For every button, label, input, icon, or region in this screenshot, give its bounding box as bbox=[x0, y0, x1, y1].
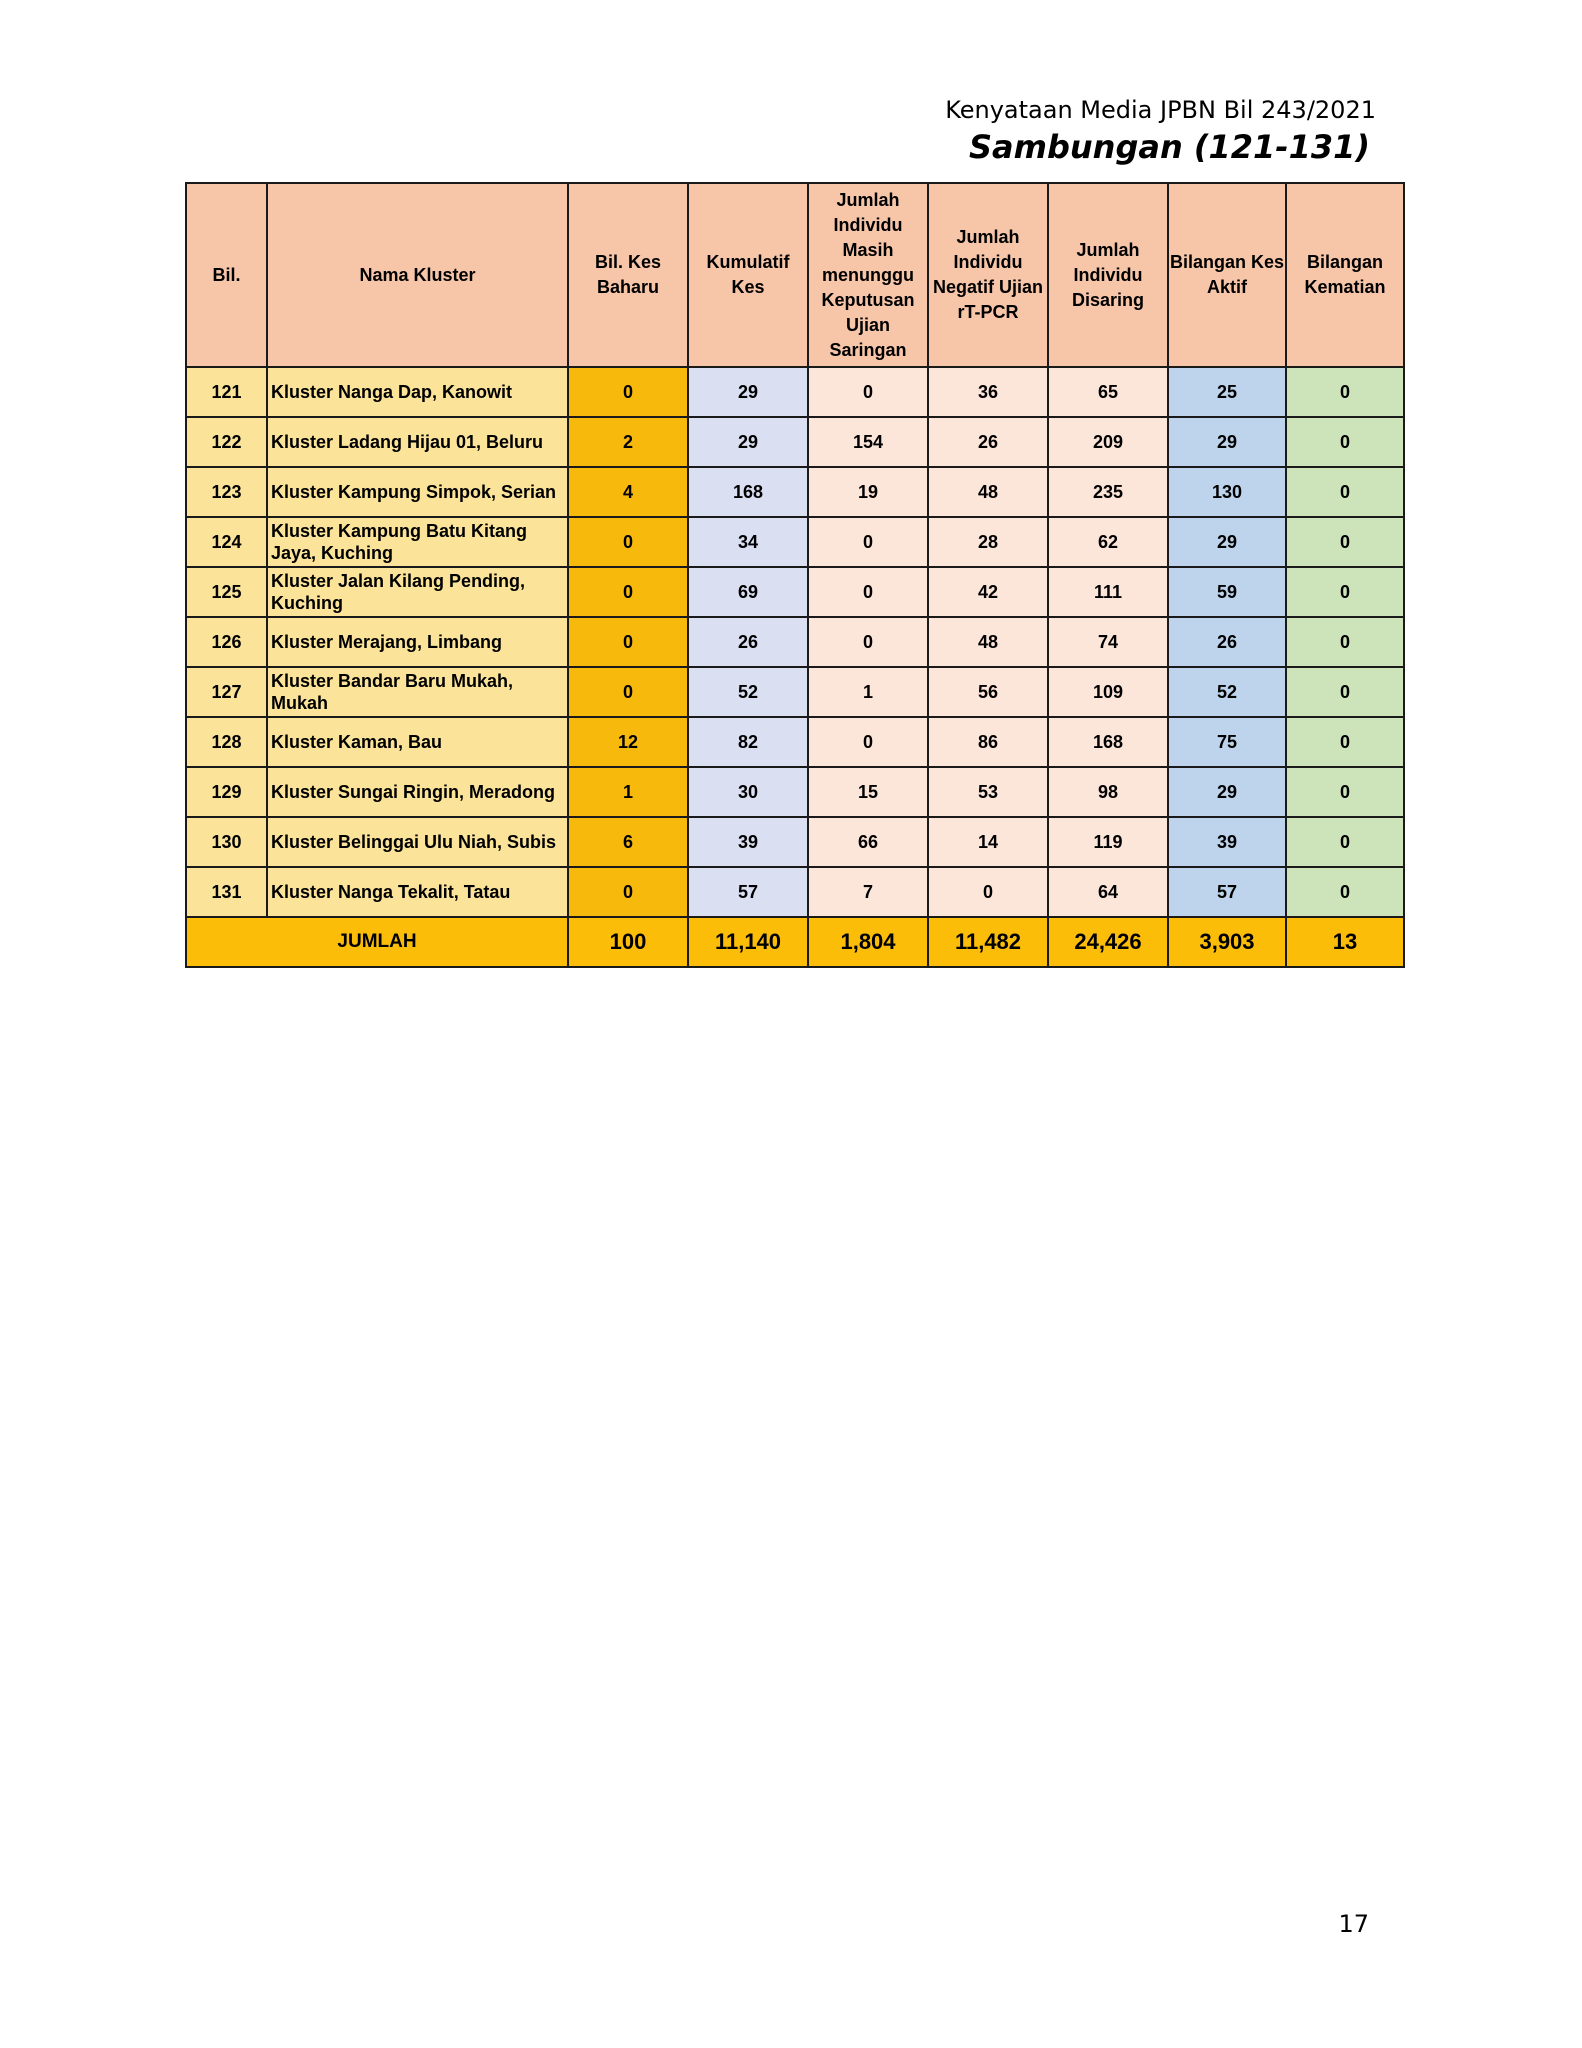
cell-bil: 127 bbox=[186, 667, 267, 717]
page-number: 17 bbox=[1338, 1910, 1369, 1938]
cell-kematian: 0 bbox=[1286, 467, 1404, 517]
cell-menunggu-keputusan: 154 bbox=[808, 417, 928, 467]
cell-nama-kluster: Kluster Kampung Simpok, Serian bbox=[267, 467, 568, 517]
table-row bbox=[186, 417, 1404, 467]
cell-kumulatif-kes: 29 bbox=[688, 367, 808, 417]
cell-bil: 130 bbox=[186, 817, 267, 867]
column-header-menunggu-keputusan: Jumlah Individu Masih menunggu Keputusan Ujian Saringan bbox=[808, 183, 928, 367]
total-kes-aktif: 3,903 bbox=[1168, 917, 1286, 967]
cell-kematian: 0 bbox=[1286, 417, 1404, 467]
cell-kes-baharu: 0 bbox=[568, 667, 688, 717]
cell-kes-aktif: 29 bbox=[1168, 517, 1286, 567]
table-header-row bbox=[186, 183, 1404, 367]
column-header-kumulatif-kes: Kumulatif Kes bbox=[688, 183, 808, 367]
column-header-negatif: Jumlah Individu Negatif Ujian rT-PCR bbox=[928, 183, 1048, 367]
cell-bil: 129 bbox=[186, 767, 267, 817]
column-header-nama-kluster: Nama Kluster bbox=[267, 183, 568, 367]
cell-kes-baharu: 1 bbox=[568, 767, 688, 817]
table-row bbox=[186, 817, 1404, 867]
cell-negatif: 42 bbox=[928, 567, 1048, 617]
cell-kumulatif-kes: 26 bbox=[688, 617, 808, 667]
cell-disaring: 168 bbox=[1048, 717, 1168, 767]
cell-kes-aktif: 29 bbox=[1168, 417, 1286, 467]
cell-nama-kluster: Kluster Merajang, Limbang bbox=[267, 617, 568, 667]
cell-kematian: 0 bbox=[1286, 717, 1404, 767]
column-header-kematian: Bilangan Kematian bbox=[1286, 183, 1404, 367]
cell-menunggu-keputusan: 0 bbox=[808, 617, 928, 667]
column-header-kes-aktif: Bilangan Kes Aktif bbox=[1168, 183, 1286, 367]
table-row bbox=[186, 667, 1404, 717]
cell-kes-aktif: 25 bbox=[1168, 367, 1286, 417]
cell-kes-baharu: 0 bbox=[568, 867, 688, 917]
cell-nama-kluster: Kluster Nanga Dap, Kanowit bbox=[267, 367, 568, 417]
cell-bil: 126 bbox=[186, 617, 267, 667]
column-header-bil: Bil. bbox=[186, 183, 267, 367]
cell-kematian: 0 bbox=[1286, 767, 1404, 817]
table-body bbox=[186, 367, 1404, 917]
table-row bbox=[186, 717, 1404, 767]
cell-nama-kluster: Kluster Belinggai Ulu Niah, Subis bbox=[267, 817, 568, 867]
cell-negatif: 56 bbox=[928, 667, 1048, 717]
cell-menunggu-keputusan: 7 bbox=[808, 867, 928, 917]
cell-kematian: 0 bbox=[1286, 667, 1404, 717]
cell-bil: 125 bbox=[186, 567, 267, 617]
cell-menunggu-keputusan: 0 bbox=[808, 517, 928, 567]
cell-kematian: 0 bbox=[1286, 867, 1404, 917]
cell-disaring: 64 bbox=[1048, 867, 1168, 917]
table-row bbox=[186, 617, 1404, 667]
cell-negatif: 0 bbox=[928, 867, 1048, 917]
cell-disaring: 62 bbox=[1048, 517, 1168, 567]
cell-kes-aktif: 29 bbox=[1168, 767, 1286, 817]
total-kematian: 13 bbox=[1286, 917, 1404, 967]
cell-nama-kluster: Kluster Jalan Kilang Pending, Kuching bbox=[267, 567, 568, 617]
cell-kumulatif-kes: 82 bbox=[688, 717, 808, 767]
cell-disaring: 119 bbox=[1048, 817, 1168, 867]
cell-nama-kluster: Kluster Bandar Baru Mukah, Mukah bbox=[267, 667, 568, 717]
cell-kumulatif-kes: 52 bbox=[688, 667, 808, 717]
cell-menunggu-keputusan: 0 bbox=[808, 367, 928, 417]
cell-kes-baharu: 0 bbox=[568, 367, 688, 417]
cell-bil: 124 bbox=[186, 517, 267, 567]
cell-negatif: 28 bbox=[928, 517, 1048, 567]
table-row bbox=[186, 867, 1404, 917]
cell-kematian: 0 bbox=[1286, 817, 1404, 867]
cell-kes-aktif: 52 bbox=[1168, 667, 1286, 717]
total-label: JUMLAH bbox=[186, 917, 568, 967]
document-reference: Kenyataan Media JPBN Bil 243/2021 bbox=[945, 96, 1376, 124]
cell-kematian: 0 bbox=[1286, 617, 1404, 667]
total-disaring: 24,426 bbox=[1048, 917, 1168, 967]
cell-kes-baharu: 0 bbox=[568, 617, 688, 667]
cell-menunggu-keputusan: 0 bbox=[808, 567, 928, 617]
cell-kumulatif-kes: 168 bbox=[688, 467, 808, 517]
total-menunggu-keputusan: 1,804 bbox=[808, 917, 928, 967]
cell-bil: 121 bbox=[186, 367, 267, 417]
cell-bil: 122 bbox=[186, 417, 267, 467]
table-row bbox=[186, 367, 1404, 417]
cell-disaring: 111 bbox=[1048, 567, 1168, 617]
cell-kes-aktif: 75 bbox=[1168, 717, 1286, 767]
cell-menunggu-keputusan: 19 bbox=[808, 467, 928, 517]
cell-menunggu-keputusan: 66 bbox=[808, 817, 928, 867]
cell-negatif: 48 bbox=[928, 467, 1048, 517]
cell-disaring: 98 bbox=[1048, 767, 1168, 817]
table-row bbox=[186, 567, 1404, 617]
cell-negatif: 26 bbox=[928, 417, 1048, 467]
cell-kes-baharu: 12 bbox=[568, 717, 688, 767]
cell-negatif: 36 bbox=[928, 367, 1048, 417]
cell-bil: 131 bbox=[186, 867, 267, 917]
cell-negatif: 53 bbox=[928, 767, 1048, 817]
cell-nama-kluster: Kluster Ladang Hijau 01, Beluru bbox=[267, 417, 568, 467]
cell-kematian: 0 bbox=[1286, 567, 1404, 617]
cell-nama-kluster: Kluster Kampung Batu Kitang Jaya, Kuching bbox=[267, 517, 568, 567]
cell-kes-aktif: 26 bbox=[1168, 617, 1286, 667]
cell-kes-aktif: 39 bbox=[1168, 817, 1286, 867]
cell-kumulatif-kes: 69 bbox=[688, 567, 808, 617]
cell-kes-baharu: 6 bbox=[568, 817, 688, 867]
cell-nama-kluster: Kluster Nanga Tekalit, Tatau bbox=[267, 867, 568, 917]
cluster-table bbox=[185, 182, 1405, 968]
cell-bil: 128 bbox=[186, 717, 267, 767]
cell-bil: 123 bbox=[186, 467, 267, 517]
cell-kumulatif-kes: 29 bbox=[688, 417, 808, 467]
cell-kumulatif-kes: 39 bbox=[688, 817, 808, 867]
total-row bbox=[186, 917, 1404, 967]
cell-kes-aktif: 57 bbox=[1168, 867, 1286, 917]
cell-menunggu-keputusan: 1 bbox=[808, 667, 928, 717]
column-header-disaring: Jumlah Individu Disaring bbox=[1048, 183, 1168, 367]
total-kes-baharu: 100 bbox=[568, 917, 688, 967]
cell-kumulatif-kes: 30 bbox=[688, 767, 808, 817]
cell-negatif: 86 bbox=[928, 717, 1048, 767]
cell-kematian: 0 bbox=[1286, 367, 1404, 417]
document-subtitle: Sambungan (121-131) bbox=[969, 128, 1370, 166]
cell-menunggu-keputusan: 0 bbox=[808, 717, 928, 767]
cell-kumulatif-kes: 57 bbox=[688, 867, 808, 917]
cell-kes-baharu: 2 bbox=[568, 417, 688, 467]
cell-kes-baharu: 0 bbox=[568, 517, 688, 567]
table-row bbox=[186, 767, 1404, 817]
cell-kes-baharu: 4 bbox=[568, 467, 688, 517]
cell-kes-aktif: 59 bbox=[1168, 567, 1286, 617]
cell-negatif: 48 bbox=[928, 617, 1048, 667]
cell-kumulatif-kes: 34 bbox=[688, 517, 808, 567]
cell-disaring: 209 bbox=[1048, 417, 1168, 467]
cell-kes-aktif: 130 bbox=[1168, 467, 1286, 517]
cell-disaring: 109 bbox=[1048, 667, 1168, 717]
cell-nama-kluster: Kluster Kaman, Bau bbox=[267, 717, 568, 767]
cell-menunggu-keputusan: 15 bbox=[808, 767, 928, 817]
cell-nama-kluster: Kluster Sungai Ringin, Meradong bbox=[267, 767, 568, 817]
cell-disaring: 65 bbox=[1048, 367, 1168, 417]
table-row bbox=[186, 517, 1404, 567]
total-negatif: 11,482 bbox=[928, 917, 1048, 967]
cell-negatif: 14 bbox=[928, 817, 1048, 867]
table-row bbox=[186, 467, 1404, 517]
total-kumulatif-kes: 11,140 bbox=[688, 917, 808, 967]
cell-disaring: 74 bbox=[1048, 617, 1168, 667]
cell-kes-baharu: 0 bbox=[568, 567, 688, 617]
cell-disaring: 235 bbox=[1048, 467, 1168, 517]
column-header-kes-baharu: Bil. Kes Baharu bbox=[568, 183, 688, 367]
cell-kematian: 0 bbox=[1286, 517, 1404, 567]
